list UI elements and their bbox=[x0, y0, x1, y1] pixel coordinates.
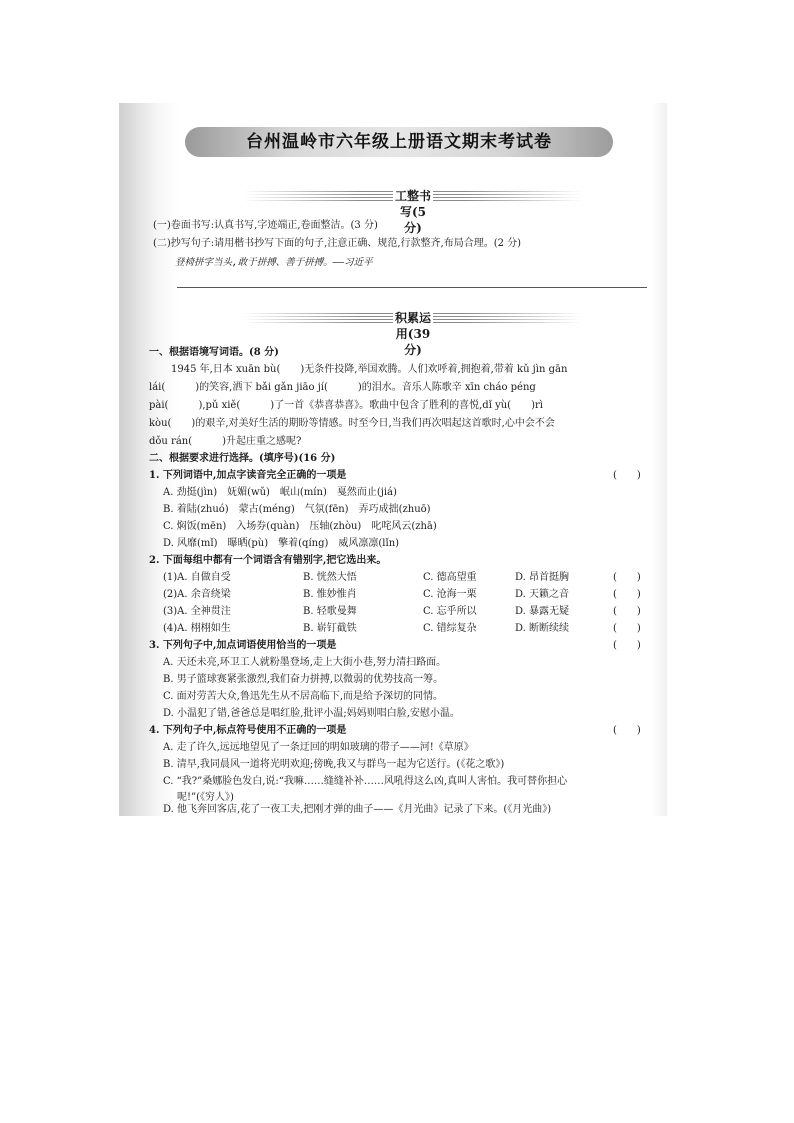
item-2-row-3-b: B. 轻歌曼舞 bbox=[303, 606, 357, 617]
item-3-stem: 3. 下列句子中,加点词语使用恰当的一项是 bbox=[149, 640, 337, 651]
item-2-row-4-paren: ( ) bbox=[613, 623, 641, 634]
item-1-option-b: B. 着陆(zhuó) 蒙古(méng) 气氛(fēn) 弄巧成拙(zhuō) bbox=[163, 504, 431, 515]
item-4-answer-paren: ( ) bbox=[613, 725, 641, 736]
writing-item-1: (一)卷面书写:认真书写,字迹端正,卷面整洁。(3 分) bbox=[153, 220, 378, 231]
q1-line-2: lái( )的笑容,洒下 bǎi gǎn jiāo jí( )的泪水。音乐人陈歌辛 xīn cháo péng bbox=[149, 382, 536, 393]
section-heading-text: 工整书写(5 分) bbox=[394, 189, 431, 235]
item-2-row-3-a: (3)A. 全神贯注 bbox=[163, 606, 231, 617]
item-1-option-a: A. 劲挺(jìn) 妩媚(wǔ) 岷山(mín) 戛然而止(jiá) bbox=[163, 487, 397, 498]
item-1-option-d: D. 风靡(mǐ) 曝晒(pù) 擎着(qíng) 威风凛凛(lǐn) bbox=[163, 538, 400, 549]
writing-item-2: (二)抄写句子:请用楷书抄写下面的句子,注意正确、规范,行款整齐,布局合理。(2 分) bbox=[153, 238, 522, 249]
item-2-row-3-c: C. 忘乎所以 bbox=[423, 606, 477, 617]
item-3-option-c: C. 面对劳苦大众,鲁迅先生从不居高临下,而是给予深切的同情。 bbox=[163, 691, 444, 702]
item-2-row-2-b: B. 惟妙惟肖 bbox=[303, 589, 357, 600]
page-title: 台州温岭市六年级上册语文期末考试卷 bbox=[246, 132, 552, 152]
item-2-row-4-c: C. 错综复杂 bbox=[423, 623, 477, 634]
writing-answer-line bbox=[177, 287, 647, 288]
item-2-row-1-d: D. 昂首挺胸 bbox=[515, 572, 570, 583]
item-4-option-b: B. 清早,我同晨风一道将光明欢迎;傍晚,我又与群鸟一起为它送行。(《花之歌》) bbox=[163, 759, 505, 770]
item-3-option-d: D. 小温犯了错,爸爸总是唱红脸,批评小温;妈妈则唱白脸,安慰小温。 bbox=[163, 708, 460, 719]
question-2-title: 二、根据要求进行选择。(填序号)(16 分) bbox=[149, 453, 336, 464]
q1-line-5: dǒu rán( )升起庄重之感呢? bbox=[149, 436, 302, 447]
item-3-option-a: A. 天还未亮,环卫工人就粉墨登场,走上大街小巷,努力清扫路面。 bbox=[163, 657, 447, 668]
item-4-option-c-cont: 呢!”(《穷人》) bbox=[177, 792, 234, 803]
item-2-row-2-c: C. 沧海一栗 bbox=[423, 589, 477, 600]
item-2-row-2-paren: ( ) bbox=[613, 589, 641, 600]
item-2-row-4-d: D. 断断续续 bbox=[515, 623, 570, 634]
q1-line-1: 1945 年,日本 xuān bù( )无条件投降,举国欢腾。人们欢呼着,拥抱着,带着 kǔ jìn gān bbox=[171, 364, 568, 375]
item-2-row-1-c: C. 德高望重 bbox=[423, 572, 477, 583]
q1-line-3: pài( ),pǔ xiě( )了一首《恭喜恭喜》。歌曲中包含了胜利的喜悦,dǐ yù( )rì bbox=[149, 400, 543, 411]
item-2-row-1-paren: ( ) bbox=[613, 572, 641, 583]
item-2-row-2-d: D. 天籁之音 bbox=[515, 589, 570, 600]
item-2-row-3-paren: ( ) bbox=[613, 606, 641, 617]
item-3-answer-paren: ( ) bbox=[613, 640, 641, 651]
item-2-stem: 2. 下面每组中都有一个词语含有错别字,把它选出来。 bbox=[149, 555, 387, 566]
item-4-option-a: A. 走了许久,远远地望见了一条迂回的明如玻璃的带子——河!《草原》 bbox=[163, 742, 474, 753]
item-4-option-d: D. 他飞奔回客店,花了一夜工夫,把刚才弹的曲子——《月光曲》记录了下来。(《月光曲》) bbox=[163, 804, 552, 815]
item-2-row-1-b: B. 恍然大悟 bbox=[303, 572, 357, 583]
section-heading-text-2: 积累运用(39 分) bbox=[394, 311, 431, 357]
item-3-option-b: B. 男子篮球赛紧张激烈,我们奋力拼搏,以微弱的优势技高一筹。 bbox=[163, 674, 444, 685]
q1-line-4: kòu( )的艰辛,对美好生活的期盼等情感。时至今日,当我们再次唱起这首歌时,心中会不会 bbox=[149, 418, 555, 429]
item-1-answer-paren: ( ) bbox=[613, 470, 641, 481]
item-2-row-3-d: D. 暴露无疑 bbox=[515, 606, 570, 617]
item-1-option-c: C. 焖饭(mēn) 入场券(quàn) 压轴(zhòu) 叱咤风云(zhā) bbox=[163, 521, 437, 532]
question-1-title: 一、根据语境写词语。(8 分) bbox=[149, 347, 279, 358]
item-1-stem: 1. 下列词语中,加点字读音完全正确的一项是 bbox=[149, 470, 347, 481]
item-2-row-1-a: (1)A. 自做自受 bbox=[163, 572, 231, 583]
item-2-row-2-a: (2)A. 余音绕梁 bbox=[163, 589, 231, 600]
section-heading-usage bbox=[243, 310, 583, 357]
item-4-stem: 4. 下列句子中,标点符号使用不正确的一项是 bbox=[149, 725, 347, 736]
scanned-page bbox=[119, 103, 667, 816]
item-2-row-4-a: (4)A. 栩栩如生 bbox=[163, 623, 231, 634]
copy-quote: 登椅拼字当头,敢于拼搏、善于拼搏。——习近平 bbox=[175, 257, 373, 268]
item-4-option-c: C. “我?”桑娜脸色发白,说:“我嘛……缝缝补补……风吼得这么凶,真叫人害怕。我可替你担心 bbox=[163, 776, 568, 787]
item-2-row-4-b: B. 崭钉截铁 bbox=[303, 623, 357, 634]
